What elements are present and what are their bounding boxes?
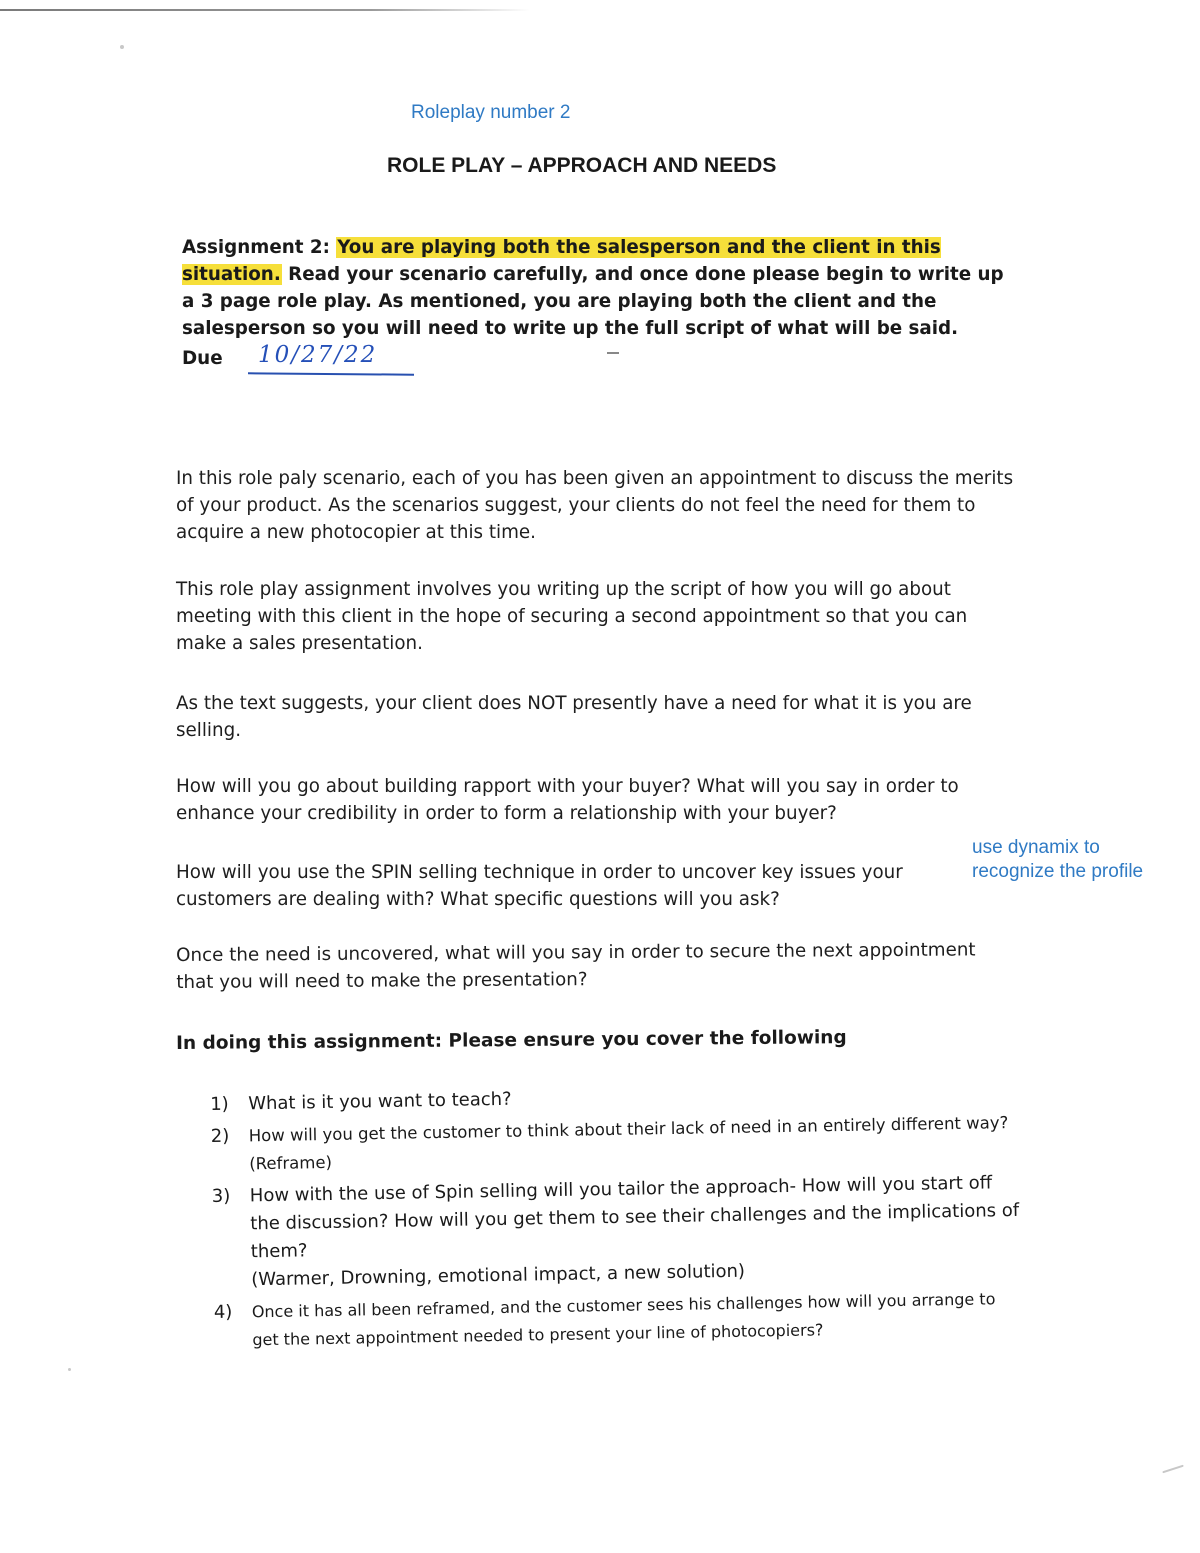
paragraph-no-need: As the text suggests, your client does NOT presently have a need for what it is you are selling. (176, 693, 972, 741)
list-item-text: How will you get the customer to think about their lack of need in an entirely different way? (Reframe) (248, 1113, 1009, 1174)
paragraph-spin: How will you use the SPIN selling technique in order to uncover key issues your customers are dealing with? What specific questions will you ask? (176, 862, 903, 910)
list-item-number: 2) (210, 1125, 230, 1147)
scan-speck (1162, 1465, 1184, 1474)
assignment-highlight: You are playing both the salesperson and the client in this situation. (182, 237, 941, 285)
due-underline (248, 372, 414, 375)
list-item-number: 1) (210, 1093, 229, 1115)
assignment-label: Assignment 2: (182, 237, 330, 258)
list-item-number: 4) (213, 1301, 233, 1323)
side-note-line: recognize the profile (972, 861, 1144, 882)
side-note-line: use dynamix to (972, 837, 1100, 858)
page-title: ROLE PLAY – APPROACH AND NEEDS (387, 154, 777, 177)
list-item-text: What is it you want to teach? (248, 1088, 512, 1115)
scan-speck (68, 1368, 71, 1371)
due-label: Due (182, 348, 223, 369)
list-item (211, 1109, 1022, 1179)
list-item (214, 1285, 1025, 1355)
list-item-text: Once it has all been reframed, and the customer sees his challenges how will you arrange to get the next appointment needed to present your line of photocopiers? (251, 1289, 996, 1350)
scan-speck (120, 45, 124, 49)
assignment-block (182, 234, 1012, 342)
roleplay-number-annotation: Roleplay number 2 (411, 102, 571, 123)
due-date-handwritten: 10/27/22 (258, 342, 378, 368)
paragraph-script: This role play assignment involves you writing up the script of how you will go about meeting with this client in the hope of securing a second appointment so that you can make a sales presentation. (176, 579, 968, 654)
scan-edge-line (0, 9, 530, 11)
list-item-number: 3) (211, 1185, 231, 1207)
paragraph-rapport: How will you go about building rapport with your buyer? What will you say in order to enhance your credibility in order to form a relationship with your buyer? (176, 776, 959, 824)
paragraph-scenario: In this role paly scenario, each of you has been given an appointment to discuss the merits of your product. As the scenarios suggest, your clients do not feel the need for them to acquire a new photocopier at this time. (176, 468, 1014, 543)
due-dash-mark (607, 352, 619, 354)
list-item-subtext: (Warmer, Drowning, emotional impact, a new solution) (251, 1260, 746, 1291)
list-item (212, 1169, 1024, 1295)
list-item-text: How with the use of Spin selling will you tailor the approach- How will you start off the discussion? How will you get them to see their challenges and the implications of them? (249, 1172, 1020, 1263)
assignment-instructions: Read your scenario carefully, and once done please begin to write up a 3 page role play. As mentioned, you are playing both the client and the salesperson so you will need to write up the full script of what will be said. (182, 264, 1004, 339)
requirements-list (210, 1077, 1025, 1359)
paragraph-next-appointment: Once the need is uncovered, what will you say in order to secure the next appointment that you will need to make the presentation? (176, 939, 976, 993)
side-note-annotation (972, 836, 1143, 884)
section-heading: In doing this assignment: Please ensure you cover the following (176, 1027, 847, 1054)
